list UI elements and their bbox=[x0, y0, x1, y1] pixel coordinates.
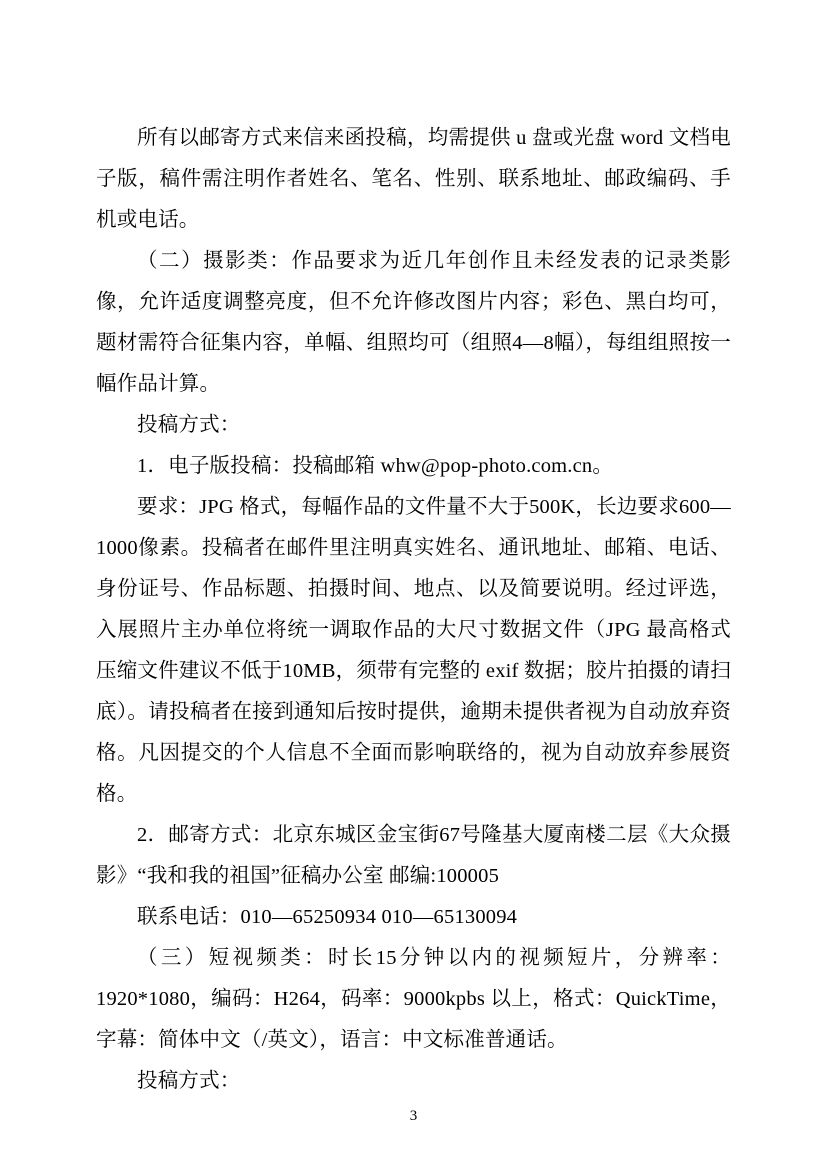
paragraph-submission-methods-heading-2: 投稿方式： bbox=[137, 1070, 241, 1092]
paragraph-photography-category: （二）摄影类：作品要求为近几年创作且未经发表的记录类影像，允许适度调整亮度，但不允许修改图片内容；彩色、黑白均可，题材需符合征集内容，单幅、组照均可（组照4—8幅），每组组照按一幅作品计算。 bbox=[96, 250, 731, 395]
paragraph-postal-submission: 2．邮寄方式：北京东城区金宝街67号隆基大厦南楼二层《大众摄影》“我和我的祖国”征稿办公室 邮编:100005 bbox=[96, 824, 731, 887]
paragraph-mail-submission: 所有以邮寄方式来信来函投稿，均需提供 u 盘或光盘 word 文档电子版，稿件需注明作者姓名、笔名、性别、联系地址、邮政编码、手机或电话。 bbox=[96, 127, 731, 231]
paragraph-short-video-category: （三）短视频类：时长15分钟以内的视频短片，分辨率：1920*1080，编码：H264，码率：9000kpbs 以上，格式：QuickTime，字幕：简体中文（/英文），语言：中文标准普通话。 bbox=[96, 947, 731, 1051]
paragraph-requirements: 要求：JPG 格式，每幅作品的文件量不大于500K，长边要求600—1000像素。投稿者在邮件里注明真实姓名、通讯地址、邮箱、电话、身份证号、作品标题、拍摄时间、地点、以及简要说明。经过评选，入展照片主办单位将统一调取作品的大尺寸数据文件（JPG 最高格式压缩文件建议不低于10MB，须带有完整的 exif 数据；胶片拍摄的请扫底）。请投稿者在接到通知后按时提供，逾期未提供者视为自动放弃资格。凡因提交的个人信息不全面而影响联络的，视为自动放弃参展资格。 bbox=[96, 496, 731, 805]
paragraph-electronic-submission: 1．电子版投稿：投稿邮箱 whw@pop-photo.com.cn。 bbox=[137, 455, 614, 477]
paragraph-contact-phone: 联系电话：010—65250934 010—65130094 bbox=[137, 906, 518, 928]
document-body bbox=[96, 118, 731, 1102]
page-number: 3 bbox=[409, 1108, 418, 1124]
paragraph-submission-methods-heading: 投稿方式： bbox=[137, 414, 241, 436]
